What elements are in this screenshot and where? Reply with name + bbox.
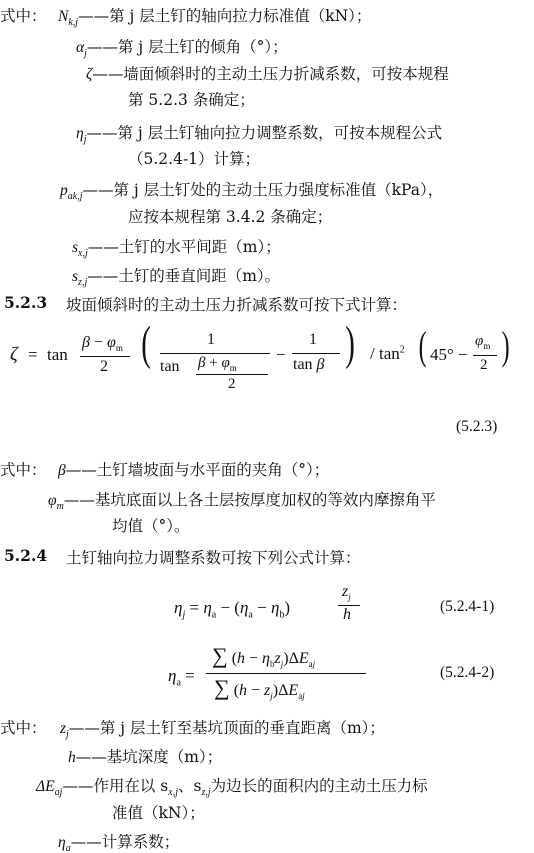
def-symbol: η: [76, 125, 84, 142]
def-text-subscript: x,j: [168, 787, 178, 799]
eq-num-1a: 1: [207, 331, 215, 348]
eq-left-paren: (: [141, 317, 151, 370]
eq2-numerator: ∑ $(h - \eta_bz_j)\Delta E_{aj}$: [212, 643, 316, 670]
eq-num-beta-phi: $\beta - \varphi_m$: [82, 334, 123, 354]
section-number-524: 5.2.4: [4, 546, 48, 565]
eq-den-tan: tan: [160, 358, 180, 375]
equation-number-5-2-4-2: (5.2.4-2): [440, 664, 495, 681]
def-text-subscript: z,j: [201, 787, 211, 799]
def-deltaEaj: [36, 774, 428, 798]
def-symbol: s: [72, 239, 79, 256]
def-dash: ——: [68, 719, 100, 737]
def-text: 土钉墙坡面与水平面的夹角（°）；: [96, 461, 330, 479]
def-text: 土钉的水平间距（m）；: [118, 238, 281, 256]
eq-minus: −: [276, 345, 286, 364]
def-dash: ——: [63, 491, 95, 509]
def-dash: ——: [82, 181, 114, 199]
def-etaa: [58, 830, 179, 853]
def-zeta-cont: 第 5.2.3 条确定；: [128, 91, 255, 109]
def-dash: ——: [65, 461, 97, 479]
def-dash: ——: [87, 238, 119, 256]
def-text: 第 j 层土钉处的主动土压力强度标准值（kPa），: [113, 181, 444, 199]
def-subscript: j: [84, 48, 87, 60]
eq-tan: tan: [47, 345, 68, 364]
eq-paren2-right: ): [501, 323, 510, 368]
def-subscript: j: [83, 134, 87, 146]
def-zj: [60, 716, 385, 740]
def-text: 土钉的垂直间距（m）。: [118, 267, 281, 285]
section-number-523: 5.2.3: [4, 293, 48, 312]
def-text: 第 j 层土钉的倾角（°）；: [117, 38, 288, 56]
def-subscript: aj: [54, 787, 63, 799]
where-label-3: 式中：: [0, 719, 47, 737]
eq-slash-tan2: / $\tan^2$: [370, 344, 405, 363]
where-label-2: 式中：: [0, 461, 47, 479]
eq1-den-h: h: [343, 606, 351, 623]
def-dash: ——: [92, 65, 124, 83]
def-text: 基坑深度（m）；: [106, 748, 223, 766]
section-text-523: 坡面倾斜时的主动土压力折减系数可按下式计算：: [66, 296, 408, 314]
def-text: 为边长的面积内的主动土压力标: [210, 777, 428, 795]
def-subscript: x,j: [78, 248, 88, 260]
def-subscript: z,j: [78, 277, 88, 289]
eq-den-beta-phi: $\beta + \varphi_m$: [198, 355, 237, 373]
def-text: 计算系数；: [101, 833, 180, 851]
def-text: 第 j 层土钉至基坑顶面的垂直距离（m）；: [99, 719, 385, 737]
def-etaj: [76, 121, 442, 145]
def-pakj-cont: 应按本规程第 3.4.2 条确定；: [128, 208, 333, 226]
eq2-lhs: $\eta_a$ =: [168, 666, 195, 689]
eq-num-phim: $\varphi_m$: [475, 333, 491, 351]
eq-den-tan-beta: tan β: [293, 356, 325, 373]
def-alphaj: [76, 35, 288, 59]
eq-fraction-bar: [160, 353, 270, 354]
eq-equals: =: [28, 345, 38, 364]
equation-number-5-2-3: (5.2.3): [456, 418, 498, 435]
def-dash: ——: [62, 777, 94, 795]
def-beta: [58, 458, 329, 480]
eq-45deg: 45° −: [430, 345, 468, 364]
def-zeta: [86, 62, 449, 84]
def-text: 第 j 层土钉轴向拉力调整系数，可按本规程公式: [117, 124, 443, 142]
eq1-lhs: $\eta_j = \eta_a - (\eta_a - \eta_b)$: [174, 598, 291, 621]
def-subscript: a: [65, 843, 71, 853]
def-text: 墙面倾斜时的主动土压力折减系数，可按本规程: [123, 65, 449, 83]
where-label-1: 式中：: [0, 7, 47, 25]
eq-den-2c: 2: [480, 357, 488, 373]
def-dash: ——: [87, 267, 119, 285]
def-text: 作用在以 s: [93, 777, 169, 795]
def-symbol: N: [58, 8, 69, 25]
def-pakj: [60, 178, 443, 202]
def-symbol: η: [58, 834, 66, 851]
def-h: [68, 745, 222, 767]
eq2-fraction-bar: [206, 673, 366, 674]
def-phim: [48, 488, 436, 512]
def-subscript: k,j: [68, 17, 79, 29]
eq-num-1b: 1: [309, 331, 317, 348]
def-symbol: ζ: [86, 66, 93, 83]
eq-fraction-bar: [473, 355, 497, 356]
def-symbol: s: [72, 268, 79, 285]
def-subscript: m: [56, 501, 64, 513]
def-symbol: ΔE: [36, 778, 55, 795]
def-phim-cont: 均值（°）。: [112, 517, 190, 535]
def-symbol: p: [60, 182, 68, 199]
def-dash: ——: [86, 38, 118, 56]
eq-den-2: 2: [100, 358, 108, 375]
eq-paren2-left: (: [418, 323, 427, 368]
def-subscript: j: [66, 729, 69, 741]
eq1-num-zj: $z_j$: [342, 583, 351, 603]
def-symbol: h: [68, 749, 76, 766]
def-text: 、s: [177, 777, 202, 795]
eq2-denominator: ∑ $(h - z_j)\Delta E_{aj}$: [214, 675, 305, 702]
eq-zeta: ζ: [10, 344, 18, 365]
def-symbol: β: [58, 462, 66, 479]
def-sxj: [72, 235, 281, 259]
def-dash: ——: [86, 124, 118, 142]
def-dash: ——: [70, 833, 102, 851]
def-text: 基坑底面以上各土层按厚度加权的等效内摩擦角平: [94, 491, 436, 509]
def-subscript: ak,j: [67, 191, 83, 203]
def-dash: ——: [78, 7, 110, 25]
def-Nkj: [58, 4, 371, 28]
eq-fraction-bar: [196, 374, 268, 375]
eq-fraction-bar: [80, 356, 130, 357]
section-text-524: 土钉轴向拉力调整系数可按下列公式计算：: [66, 549, 361, 567]
def-text: 第 j 层土钉的轴向拉力标准值（kN）；: [109, 7, 372, 25]
def-dash: ——: [75, 748, 107, 766]
def-deltaEaj-cont: 准值（kN）；: [112, 804, 205, 822]
def-szj: [72, 264, 280, 288]
def-symbol: z: [60, 720, 67, 737]
eq-right-paren: ): [345, 317, 355, 370]
def-symbol: α: [76, 39, 85, 56]
def-etaj-cont: （5.2.4-1）计算；: [128, 150, 261, 168]
eq-fraction-bar: [292, 353, 340, 354]
eq-den-2b: 2: [228, 376, 236, 392]
def-symbol: φ: [48, 492, 57, 509]
equation-number-5-2-4-1: (5.2.4-1): [440, 598, 495, 615]
